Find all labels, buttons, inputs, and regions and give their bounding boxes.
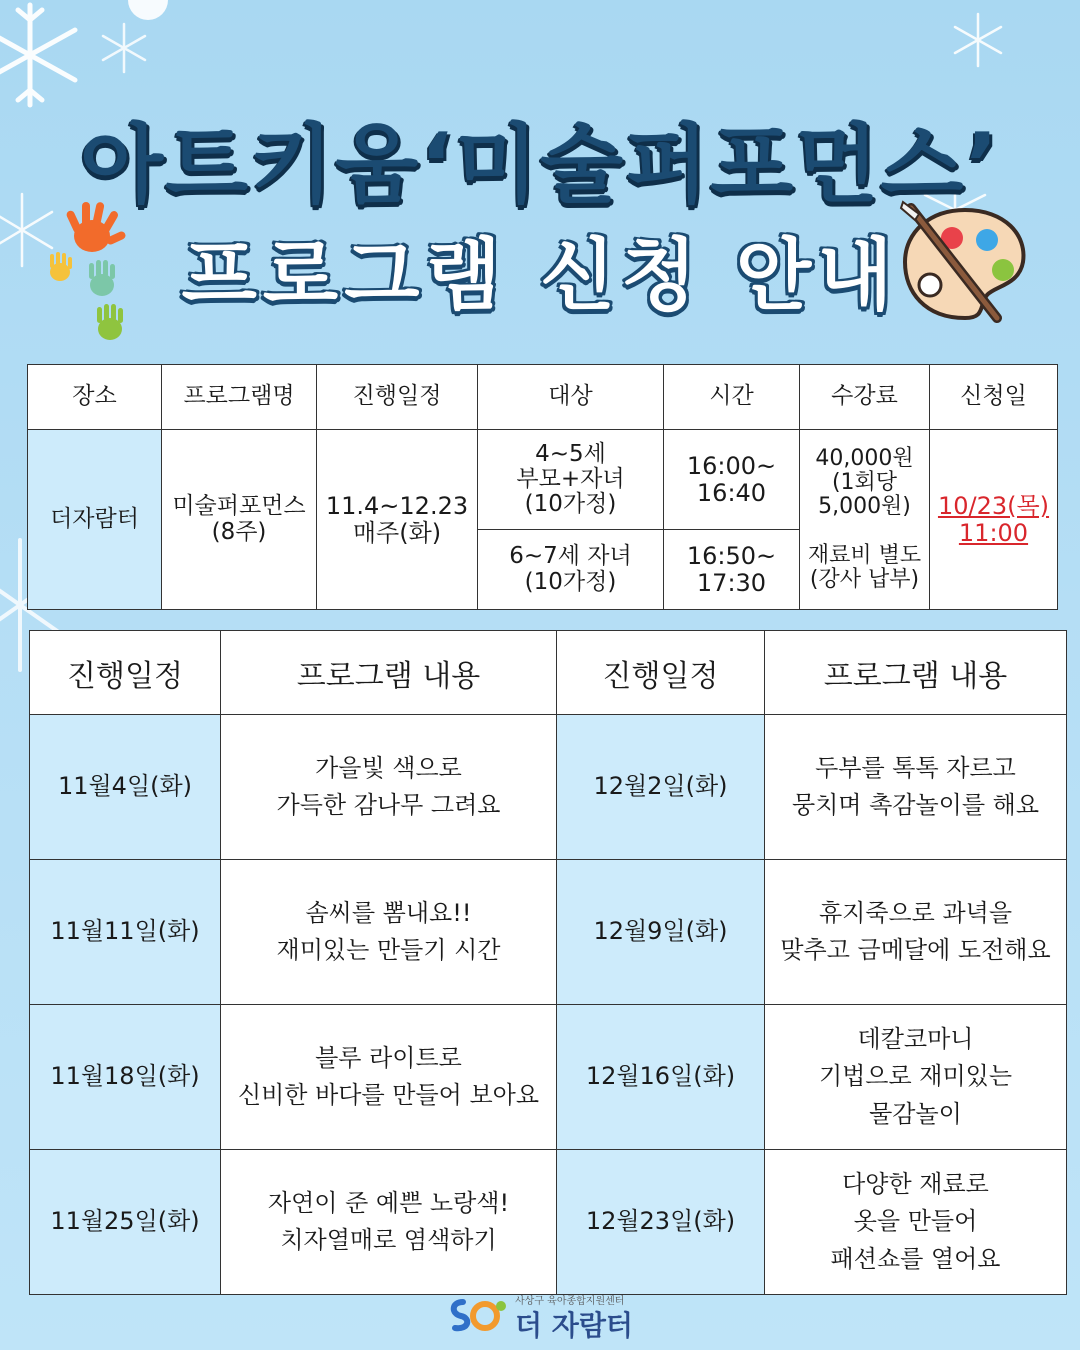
fee-per-session: (1회당 (831, 470, 898, 496)
session-date: 11월25일(화) (30, 1150, 221, 1295)
schedule-header-row (30, 631, 1067, 715)
snowflake-icon (950, 12, 1006, 68)
target-count: (10가정) (524, 491, 617, 518)
content-line: 블루 라이트로 (315, 1043, 462, 1072)
session-date: 12월9일(화) (557, 860, 765, 1005)
schedule-table (29, 630, 1067, 1295)
header-place: 장소 (28, 365, 162, 430)
fee-per-session-amount: 5,000원) (818, 494, 911, 520)
content-line: 가득한 감나무 그려요 (276, 791, 501, 819)
session-content (765, 715, 1067, 860)
fee-spacer (801, 520, 928, 544)
header-schedule: 진행일정 (317, 365, 478, 430)
content-line: 신비한 바다를 만들어 보아요 (237, 1081, 540, 1109)
snowflake-icon (98, 22, 150, 74)
target-age: 4~5세 (535, 440, 606, 467)
session-date: 11월11일(화) (30, 860, 221, 1005)
session-date: 12월23일(화) (557, 1150, 765, 1295)
content-line: 데칼코마니 (857, 1025, 974, 1054)
time-cell-1 (664, 430, 800, 530)
org-subtitle: 사상구 육아종합지원센터 (515, 1296, 625, 1307)
header-apply: 신청일 (930, 365, 1058, 430)
header-target: 대상 (478, 365, 664, 430)
content-line: 뭉치며 촉감놀이를 해요 (791, 791, 1040, 819)
content-line: 휴지죽으로 과녁을 (818, 898, 1013, 927)
logo-icon (445, 1296, 509, 1334)
session-date: 11월4일(화) (30, 715, 221, 860)
time-cell-2 (664, 530, 800, 610)
fee-cell (800, 430, 930, 610)
info-header-row (28, 365, 1058, 430)
time-start: 16:00~ (686, 452, 777, 481)
content-line: 치자열매로 염색하기 (280, 1226, 497, 1254)
session-content (221, 715, 557, 860)
session-date: 12월2일(화) (557, 715, 765, 860)
session-date: 11월18일(화) (30, 1005, 221, 1150)
info-row (28, 430, 1058, 530)
content-line: 두부를 톡톡 자르고 (815, 753, 1016, 782)
session-content (765, 860, 1067, 1005)
target-count: (10가정) (524, 568, 617, 595)
time-start: 16:50~ (686, 542, 777, 571)
fee-material: 재료비 별도 (807, 542, 922, 568)
time-end: 17:30 (696, 568, 767, 597)
schedule-range: 11.4~12.23 (325, 492, 469, 521)
content-line: 물감놀이 (869, 1099, 962, 1128)
apply-time: 11:00 (958, 518, 1029, 547)
table-row (30, 715, 1067, 860)
program-info-table (27, 364, 1058, 610)
fee-material-note: (강사 납부) (809, 566, 920, 592)
target-cell-2 (478, 530, 664, 610)
time-end: 16:40 (696, 478, 767, 507)
header-program: 프로그램명 (162, 365, 317, 430)
footer-logo (445, 1290, 645, 1340)
org-name: 더 자람터 (515, 1309, 633, 1342)
schedule-cell (317, 430, 478, 610)
apply-date: 10/23(목) (937, 492, 1050, 521)
place-cell: 더자람터 (28, 430, 162, 610)
content-line: 다양한 재료로 (842, 1170, 989, 1199)
target-who: 부모+자녀 (516, 465, 625, 492)
program-weeks: (8주) (211, 518, 267, 545)
page-title: 아트키움‘미술퍼포먼스’ (79, 115, 1001, 215)
session-content (765, 1005, 1067, 1150)
header-date-left: 진행일정 (30, 631, 221, 715)
header-content-left: 프로그램 내용 (221, 631, 557, 715)
session-content (221, 860, 557, 1005)
table-row (30, 860, 1067, 1005)
snowflake-icon (0, 0, 90, 110)
page-subtitle: 프로그램 신청 안내 (181, 231, 899, 321)
content-line: 가을빛 색으로 (315, 753, 462, 782)
target-cell-1 (478, 430, 664, 530)
session-date: 12월16일(화) (557, 1005, 765, 1150)
program-cell (162, 430, 317, 610)
content-line: 재미있는 만들기 시간 (276, 936, 501, 964)
session-content (765, 1150, 1067, 1295)
snow-dot (128, 0, 168, 20)
session-content (221, 1150, 557, 1295)
header-fee: 수강료 (800, 365, 930, 430)
header-date-right: 진행일정 (557, 631, 765, 715)
target-age: 6~7세 자녀 (509, 543, 632, 570)
content-line: 솜씨를 뽐내요!! (305, 898, 472, 927)
content-line: 옷을 만들어 (853, 1207, 978, 1236)
content-line: 패션쇼를 열어요 (830, 1244, 1001, 1273)
content-line: 자연이 준 예쁜 노랑색! (267, 1188, 510, 1217)
apply-cell (930, 430, 1058, 610)
fee-amount: 40,000원 (815, 446, 914, 472)
header-content-right: 프로그램 내용 (765, 631, 1067, 715)
schedule-weekday: 매주(화) (352, 518, 442, 547)
program-name: 미술퍼포먼스 (172, 493, 306, 520)
table-row (30, 1005, 1067, 1150)
session-content (221, 1005, 557, 1150)
content-line: 기법으로 재미있는 (818, 1062, 1013, 1091)
table-row (30, 1150, 1067, 1295)
content-line: 맞추고 금메달에 도전해요 (780, 936, 1051, 964)
header-time: 시간 (664, 365, 800, 430)
